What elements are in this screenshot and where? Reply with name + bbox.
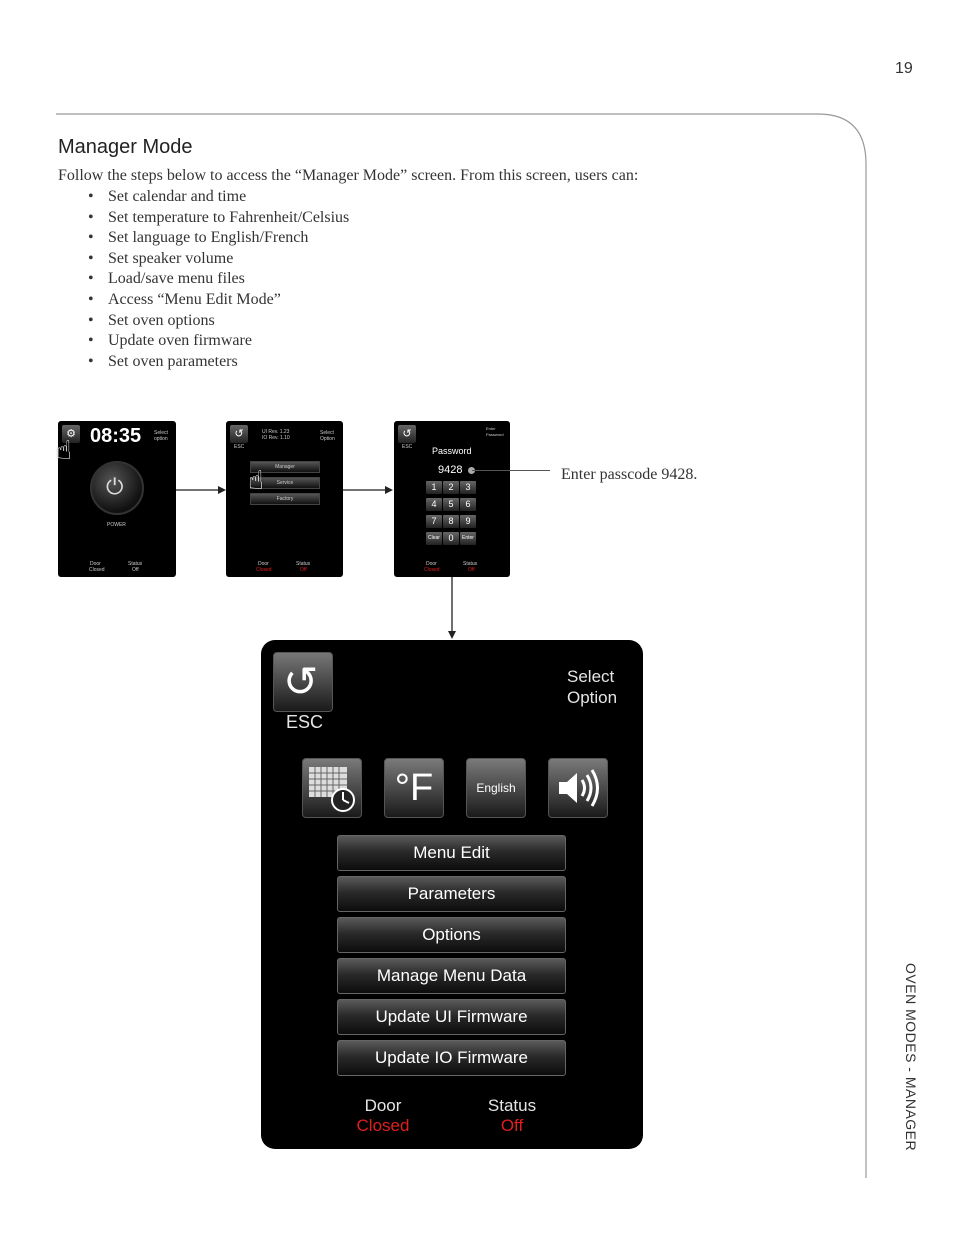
door-value: Closed — [424, 567, 440, 573]
status-value: Off — [300, 567, 307, 573]
key-clear[interactable]: Clear — [426, 532, 442, 545]
key-2[interactable]: 2 — [443, 481, 459, 494]
intro-text: Follow the steps below to access the “Manager Mode” screen. From this screen, users can: — [58, 167, 639, 184]
parameters-button[interactable]: Parameters — [337, 876, 566, 912]
password-screen-thumbnail — [394, 421, 510, 577]
back-arrow-icon: ↺ — [283, 658, 319, 705]
key-1[interactable]: 1 — [426, 481, 442, 494]
door-value: Closed — [256, 567, 272, 573]
manager-button[interactable]: Manager — [250, 461, 320, 473]
key-0[interactable]: 0 — [443, 532, 459, 545]
status-label: Status — [128, 561, 143, 567]
power-icon: ⏻ — [106, 474, 124, 499]
esc-button[interactable]: ↺ — [230, 425, 248, 443]
key-9[interactable]: 9 — [460, 515, 476, 528]
esc-button[interactable]: ↺ — [398, 425, 416, 443]
manager-mode-screen — [261, 640, 643, 1149]
status-value: Off — [132, 567, 139, 573]
calendar-clock-icon — [303, 759, 361, 817]
key-5[interactable]: 5 — [443, 498, 459, 511]
password-field[interactable]: 9428 — [438, 464, 463, 476]
key-enter[interactable]: Enter — [460, 532, 476, 545]
door-value: Closed — [89, 567, 105, 573]
list-item: • Set oven parameters — [88, 352, 349, 373]
key-4[interactable]: 4 — [426, 498, 442, 511]
temperature-unit-button[interactable] — [384, 758, 444, 818]
manage-menu-data-button[interactable]: Manage Menu Data — [337, 958, 566, 994]
list-item: • Set temperature to Fahrenheit/Celsius — [88, 208, 349, 229]
ui-revision: UI Rev. 1.23 — [262, 429, 290, 435]
key-6[interactable]: 6 — [460, 498, 476, 511]
power-label: POWER — [107, 522, 126, 528]
speaker-icon — [549, 759, 607, 817]
update-ui-firmware-button[interactable]: Update UI Firmware — [337, 999, 566, 1035]
feature-list — [88, 187, 349, 372]
status-label: Status — [296, 561, 311, 567]
door-label: Door — [258, 561, 269, 567]
power-button[interactable] — [90, 461, 144, 515]
clock-display: 08:35 — [90, 425, 142, 447]
list-item: • Set oven options — [88, 311, 349, 332]
status-label: Status — [463, 561, 478, 567]
enter-password-label: Enter Password — [486, 426, 504, 437]
home-screen-thumbnail — [58, 421, 176, 577]
pointing-hand-icon: ☝ — [56, 435, 72, 465]
speaker-volume-button[interactable] — [548, 758, 608, 818]
select-option-label: Select Option — [567, 667, 618, 707]
factory-button[interactable]: Factory — [250, 493, 320, 505]
key-3[interactable]: 3 — [460, 481, 476, 494]
list-item: • Access “Menu Edit Mode” — [88, 290, 349, 311]
service-button[interactable]: Service — [250, 477, 320, 489]
list-item: • Set speaker volume — [88, 249, 349, 270]
list-item: • Update oven firmware — [88, 331, 349, 352]
door-label: Door — [90, 561, 101, 567]
esc-label: ESC — [234, 444, 245, 450]
io-revision: IO Rev. 1.10 — [262, 435, 290, 441]
menu-edit-button[interactable]: Menu Edit — [337, 835, 566, 871]
pointing-hand-icon: ☝ — [248, 465, 264, 495]
options-button[interactable]: Options — [337, 917, 566, 953]
status-value: Off — [468, 567, 475, 573]
side-section-label: OVEN MODES - MANAGER — [903, 963, 919, 1152]
section-title: Manager Mode — [58, 136, 193, 158]
temperature-unit-label: °F — [394, 767, 434, 809]
language-label: English — [476, 781, 516, 795]
settings-button[interactable]: ⚙ — [62, 425, 80, 443]
list-item: • Set calendar and time — [88, 187, 349, 208]
update-io-firmware-button[interactable]: Update IO Firmware — [337, 1040, 566, 1076]
esc-button[interactable] — [273, 652, 333, 712]
esc-label: ESC — [286, 712, 324, 732]
callout-line — [472, 470, 550, 471]
list-item: • Set language to English/French — [88, 228, 349, 249]
mode-select-screen-thumbnail — [226, 421, 343, 577]
door-label: Door — [426, 561, 437, 567]
callout-text: Enter passcode 9428. — [561, 466, 698, 483]
select-option-label: Select option — [154, 430, 168, 442]
status-value: Off — [500, 1116, 524, 1135]
door-label: Door — [364, 1096, 402, 1115]
select-option-label: Select Option — [320, 430, 335, 442]
key-7[interactable]: 7 — [426, 515, 442, 528]
door-value: Closed — [356, 1116, 410, 1135]
esc-label: ESC — [402, 444, 413, 450]
key-8[interactable]: 8 — [443, 515, 459, 528]
password-title: Password — [432, 446, 472, 456]
list-item: • Load/save menu files — [88, 269, 349, 290]
language-button[interactable] — [466, 758, 526, 818]
status-label: Status — [487, 1096, 537, 1115]
calendar-clock-button[interactable] — [302, 758, 362, 818]
page-number: 19 — [895, 60, 913, 77]
